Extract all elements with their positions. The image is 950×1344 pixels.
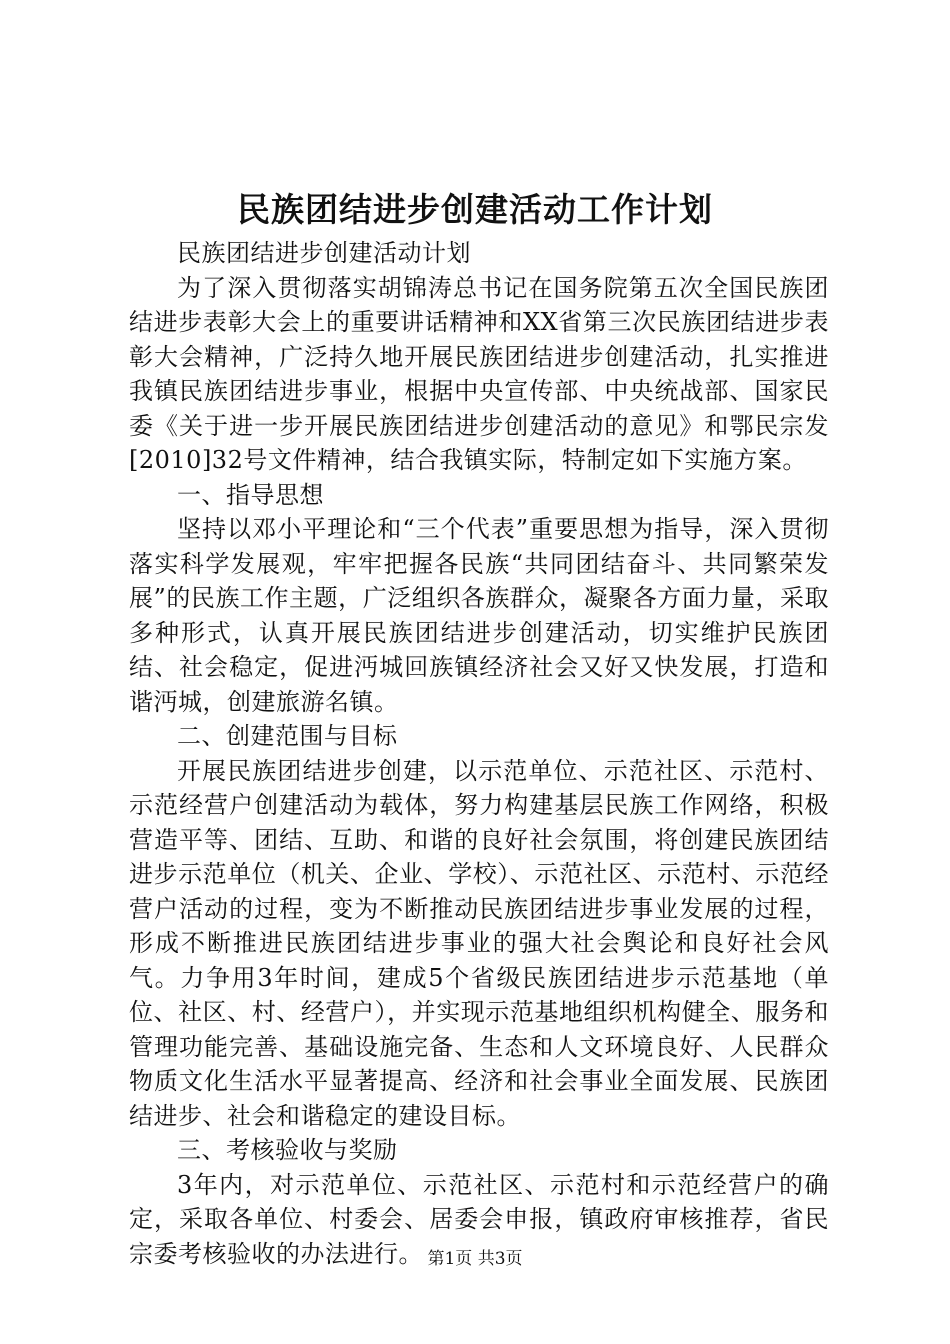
paragraph-section-3: 3年内，对示范单位、示范社区、示范村和示范经营户的确定，采取各单位、村委会、居委会申报，镇政府审核推荐，省民宗委考核验收的办法进行。 [129,1170,829,1268]
page-footer: 第1页 共3页 [427,1249,523,1269]
document-title: 民族团结进步创建活动工作计划 [237,190,713,229]
paragraph-intro: 为了深入贯彻落实胡锦涛总书记在国务院第五次全国民族团结进步表彰大会上的重要讲话精神和XX省第三次民族团结进步表彰大会精神，广泛持久地开展民族团结进步创建活动，扎实推进我镇民族团结进步事业，根据中央宣传部、中央统战部、国家民委《关于进一步开展民族团结进步创建活动的意见》和鄂民宗发[2010]32号文件精神，结合我镇实际，特制定如下实施方案。 [129,273,829,474]
section-heading-2: 二、创建范围与目标 [177,722,398,750]
paragraph-subtitle: 民族团结进步创建活动计划 [177,239,471,267]
section-heading-3: 三、考核验收与奖励 [177,1136,398,1164]
document-body [129,236,829,1271]
section-heading-1: 一、指导思想 [177,480,324,509]
paragraph-section-1: 坚持以邓小平理论和“三个代表”重要思想为指导，深入贯彻落实科学发展观，牢牢把握各民族“共同团结奋斗、共同繁荣发展”的民族工作主题，广泛组织各族群众，凝聚各方面力量，采取多种形式，认真开展民族团结进步创建活动，切实维护民族团结、社会稳定，促进沔城回族镇经济社会又好又快发展，打造和谐沔城，创建旅游名镇。 [129,515,829,716]
paragraph-section-2: 开展民族团结进步创建，以示范单位、示范社区、示范村、示范经营户创建活动为载体，努力构建基层民族工作网络，积极营造平等、团结、互助、和谐的良好社会氛围，将创建民族团结进步示范单位（机关、企业、学校）、示范社区、示范村、示范经营户活动的过程，变为不断推动民族团结进步事业发展的过程，形成不断推进民族团结进步事业的强大社会舆论和良好社会风气。力争用3年时间，建成5个省级民族团结进步示范基地（单位、社区、村、经营户），并实现示范基地组织机构健全、服务和管理功能完善、基础设施完备、生态和人文环境良好、人民群众物质文化生活水平显著提高、经济和社会事业全面发展、民族团结进步、社会和谐稳定的建设目标。 [129,756,829,1130]
